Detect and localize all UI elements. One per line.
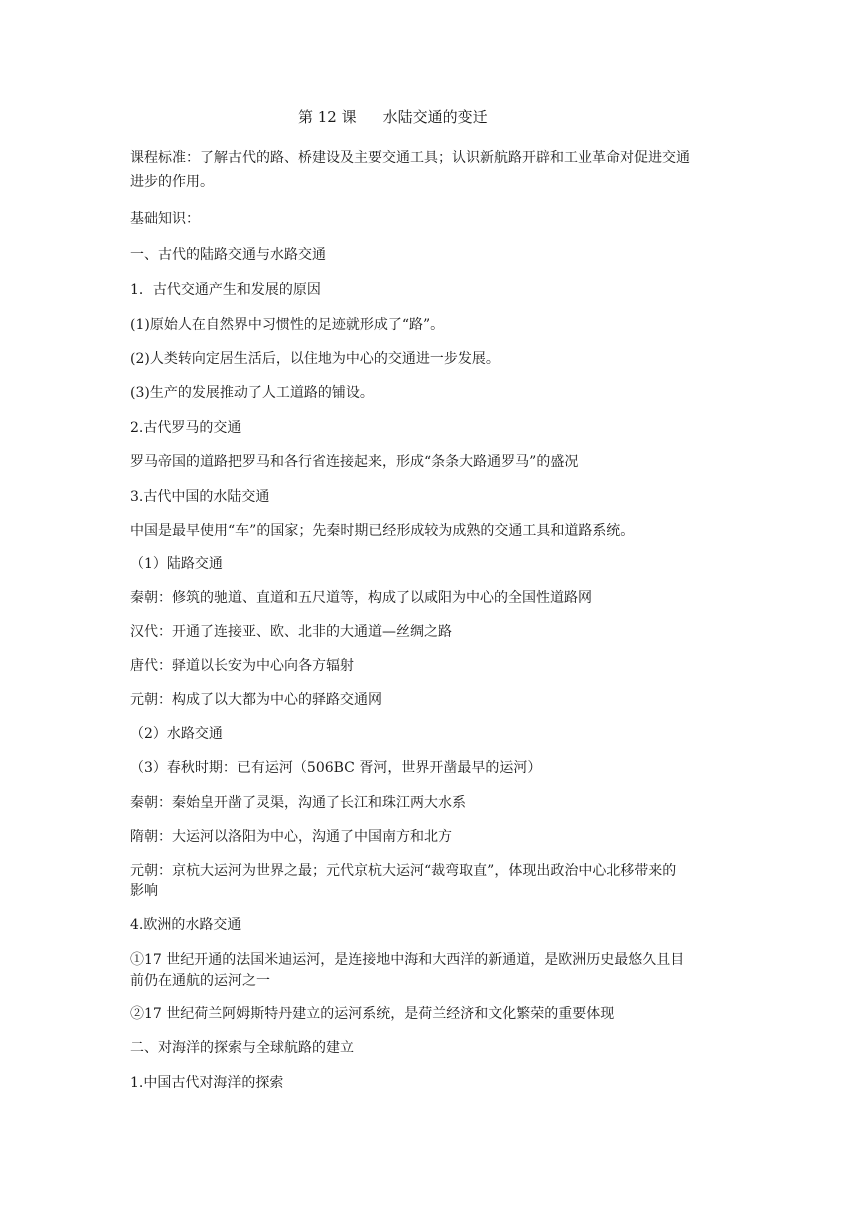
page-title xyxy=(298,106,488,128)
section-1-heading: 一、古代的陆路交通与水路交通 xyxy=(130,247,326,263)
paragraph: 唐代：驿道以长安为中心向各方辐射 xyxy=(130,658,354,674)
water-transport-heading: （2）水路交通 xyxy=(130,726,223,742)
paragraph-continued: 前仍在通航的运河之一 xyxy=(130,973,270,989)
section-2-heading: 二、对海洋的探索与全球航路的建立 xyxy=(130,1040,354,1056)
lesson-number: 第 12 课 xyxy=(298,108,357,126)
course-standard-line-1: 课程标准：了解古代的路、桥建设及主要交通工具；认识新航路开辟和工业革命对促进交通 xyxy=(130,150,690,166)
subsection-4-heading: 4.欧洲的水路交通 xyxy=(130,917,242,933)
paragraph: 汉代：开通了连接亚、欧、北非的大通道—丝绸之路 xyxy=(130,624,452,640)
paragraph: （3）春秋时期：已有运河（506BC 胥河，世界开凿最早的运河） xyxy=(130,760,542,776)
course-standard-line-2: 进步的作用。 xyxy=(130,174,214,190)
subsection-1-heading: 1．古代交通产生和发展的原因 xyxy=(130,282,321,298)
paragraph-continued: 影响 xyxy=(130,883,158,899)
paragraph: 罗马帝国的道路把罗马和各行省连接起来，形成“条条大路通罗马”的盛况 xyxy=(130,454,579,470)
paragraph: 隋朝：大运河以洛阳为中心，沟通了中国南方和北方 xyxy=(130,829,452,845)
paragraph: 秦朝：修筑的驰道、直道和五尺道等，构成了以咸阳为中心的全国性道路网 xyxy=(130,590,592,606)
paragraph: 元朝：京杭大运河为世界之最；元代京杭大运河“裁弯取直”，体现出政治中心北移带来的 xyxy=(130,863,677,879)
basic-knowledge-heading: 基础知识： xyxy=(130,211,200,227)
subsection-2-heading: 2.古代罗马的交通 xyxy=(130,420,242,436)
subsection-heading: 1.中国古代对海洋的探索 xyxy=(130,1075,284,1091)
paragraph: ②17 世纪荷兰阿姆斯特丹建立的运河系统，是荷兰经济和文化繁荣的重要体现 xyxy=(130,1006,615,1022)
paragraph: (2)人类转向定居生活后，以住地为中心的交通进一步发展。 xyxy=(130,351,500,367)
paragraph: ①17 世纪开通的法国米迪运河，是连接地中海和大西洋的新通道，是欧洲历史最悠久且目 xyxy=(130,952,685,968)
paragraph: (1)原始人在自然界中习惯性的足迹就形成了“路”。 xyxy=(130,317,445,333)
lesson-topic: 水陆交通的变迁 xyxy=(382,108,488,126)
paragraph: (3)生产的发展推动了人工道路的铺设。 xyxy=(130,385,374,401)
paragraph: 中国是最早使用“车”的国家；先秦时期已经形成较为成熟的交通工具和道路系统。 xyxy=(130,523,635,539)
paragraph: 秦朝：秦始皇开凿了灵渠，沟通了长江和珠江两大水系 xyxy=(130,795,466,811)
paragraph: 元朝：构成了以大都为中心的驿路交通网 xyxy=(130,692,382,708)
land-transport-heading: （1）陆路交通 xyxy=(130,556,223,572)
subsection-3-heading: 3.古代中国的水陆交通 xyxy=(130,489,270,505)
